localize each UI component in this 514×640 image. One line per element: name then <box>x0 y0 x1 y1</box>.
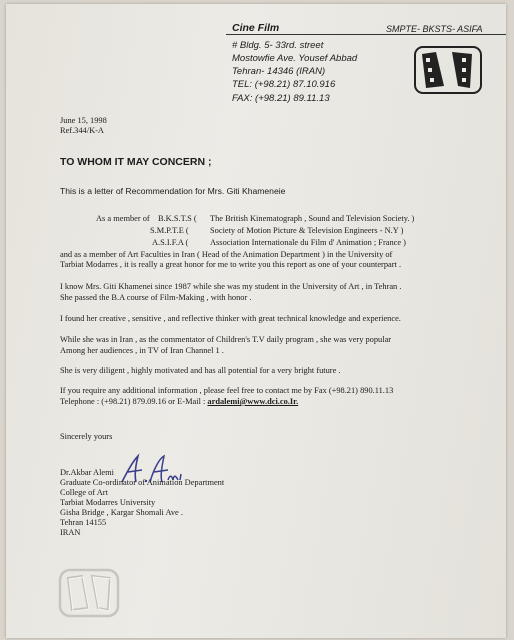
membership-desc-bksts: The British Kinematograph , Sound and Television Society. ) <box>210 214 415 223</box>
address-line-2: Mostowfie Ave. Yousef Abbad <box>232 53 358 64</box>
fax-number: FAX: (+98.21) 89.11.13 <box>232 93 330 104</box>
letter-intro: This is a letter of Recommendation for Mrs. Giti Khameneie <box>60 186 286 196</box>
org-affiliations: SMPTE- BKSTS- ASIFA <box>386 24 483 34</box>
membership-lead: As a member of <box>96 214 150 223</box>
signatory-name: Dr.Akbar Alemi <box>60 468 114 477</box>
membership-abbr-asifa: A.S.I.F.A ( <box>152 238 189 247</box>
letter-date: June 15, 1998 <box>60 116 107 125</box>
closing: Sincerely yours <box>60 432 113 441</box>
signatory-street: Gisha Bridge , Kargar Shomali Ave . <box>60 508 183 517</box>
company-name: Cine Film <box>232 22 280 34</box>
address-line-3: Tehran- 14346 (IRAN) <box>232 66 326 77</box>
paragraph-5-line-2 <box>60 397 298 408</box>
paragraph-1-line-2: She passed the B.A course of Film-Making , with honor . <box>60 293 252 302</box>
paragraph-3-line-2: Among her audiences , in TV of Iran Channel 1 . <box>60 346 224 355</box>
paragraph-4-line-1: She is very diligent , highly motivated and has all potential for a very bright future . <box>60 366 341 375</box>
tel-number: TEL: (+98.21) 87.10.916 <box>232 79 336 90</box>
membership-abbr-bksts: B.K.S.T.S ( <box>158 214 197 223</box>
letter-ref: Ref.344/K-A <box>60 126 104 135</box>
paragraph-5-line-1: If you require any additional information , please feel free to contact me by Fax (+98.21) 890.11.13 <box>60 386 394 395</box>
signatory-city: Tehran 14155 <box>60 518 107 527</box>
signatory-country: IRAN <box>60 528 81 537</box>
membership-desc-smpte: Society of Motion Picture & Television Engineers - N.Y ) <box>210 226 404 235</box>
contact-telephone: Telephone : (+98.21) 879.09.16 or E-Mail : <box>60 397 206 406</box>
paragraph-2-line-1: I found her creative , sensitive , and reflective thinker with great technical knowledge and experience. <box>60 314 401 323</box>
email-link[interactable]: ardalemi@www.dci.co.Ir. <box>207 397 299 406</box>
address-line-1: # Bldg. 5- 33rd. street <box>232 40 324 51</box>
signatory-college: College of Art <box>60 488 108 497</box>
letter-heading: TO WHOM IT MAY CONCERN ; <box>60 156 212 168</box>
membership-abbr-smpte: S.M.P.T.E ( <box>150 226 189 235</box>
embossed-seal-icon <box>58 568 120 623</box>
film-frames-logo-icon <box>414 46 482 99</box>
membership-cont-2: Tarbiat Modarres , it is really a great honor for me to write you this report as one of your counterpart . <box>60 260 402 269</box>
letterhead-rule <box>226 34 506 35</box>
paragraph-1-line-1: I know Mrs. Giti Khamenei since 1987 while she was my student in the University of Art , in Tehran . <box>60 282 402 291</box>
membership-cont-1: and as a member of Art Faculties in Iran ( Head of the Animation Department ) in the University of <box>60 250 393 259</box>
paragraph-3-line-1: While she was in Iran , as the commentator of Children's T.V daily program , she was very popular <box>60 335 392 344</box>
signatory-title: Graduate Co-ordinator of Animation Department <box>60 478 225 487</box>
membership-desc-asifa: Association Internationale du Film d' Animation ; France ) <box>210 238 406 247</box>
signatory-university: Tarbiat Modarres University <box>60 498 156 507</box>
